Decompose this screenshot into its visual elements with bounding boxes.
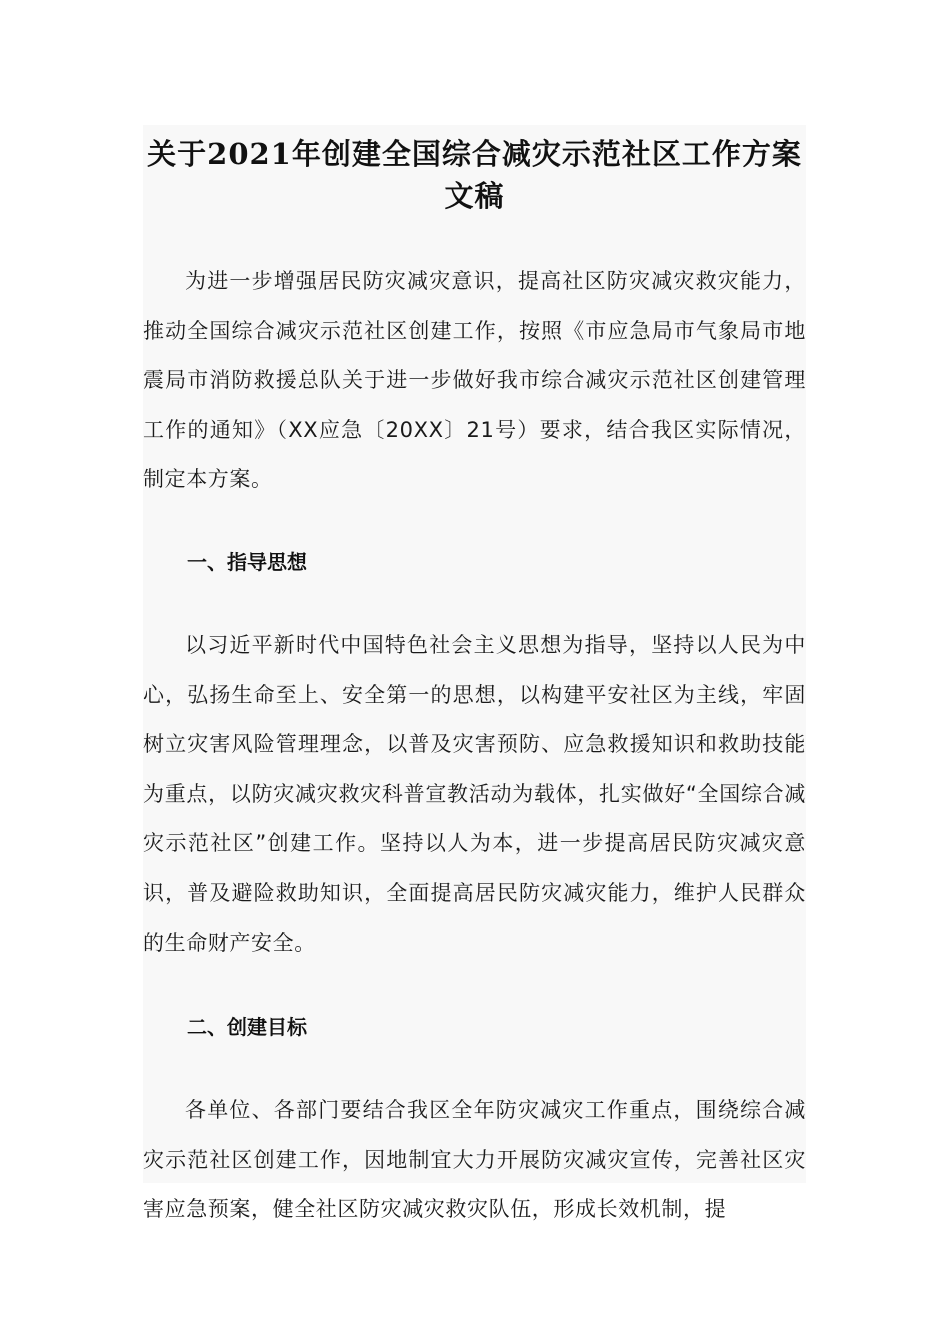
document-body <box>143 125 806 1222</box>
document-title: 关于2021年创建全国综合减灾示范社区工作方案文稿 <box>147 137 802 213</box>
section-heading-guiding-ideology: 一、指导思想 <box>187 549 307 574</box>
guiding-ideology-paragraph: 以习近平新时代中国特色社会主义思想为指导，坚持以人民为中心，弘扬生命至上、安全第一的思想，以构建平安社区为主线，牢固树立灾害风险管理理念，以普及灾害预防、应急救援知识和救助技能为重点，以防灾减灾救灾科普宣教活动为载体，扎实做好“全国综合减灾示范社区”创建工作。坚持以人为本，进一步提高居民防灾减灾意识，普及避险救助知识，全面提高居民防灾减灾能力，维护人民群众的生命财产安全。 <box>143 632 806 955</box>
intro-paragraph: 为进一步增强居民防灾减灾意识，提高社区防灾减灾救灾能力，推动全国综合减灾示范社区创建工作，按照《市应急局市气象局市地震局市消防救援总队关于进一步做好我市综合减灾示范社区创建管理工作的通知》（XX应急〔20XX〕21号）要求，结合我区实际情况，制定本方案。 <box>143 269 806 492</box>
creation-goals-paragraph: 各单位、各部门要结合我区全年防灾减灾工作重点，围绕综合减灾示范社区创建工作，因地制宜大力开展防灾减灾宣传，完善社区灾害应急预案，健全社区防灾减灾救灾队伍，形成长效机制，提 <box>143 1098 806 1222</box>
section-heading-creation-goals: 二、创建目标 <box>187 1015 307 1040</box>
